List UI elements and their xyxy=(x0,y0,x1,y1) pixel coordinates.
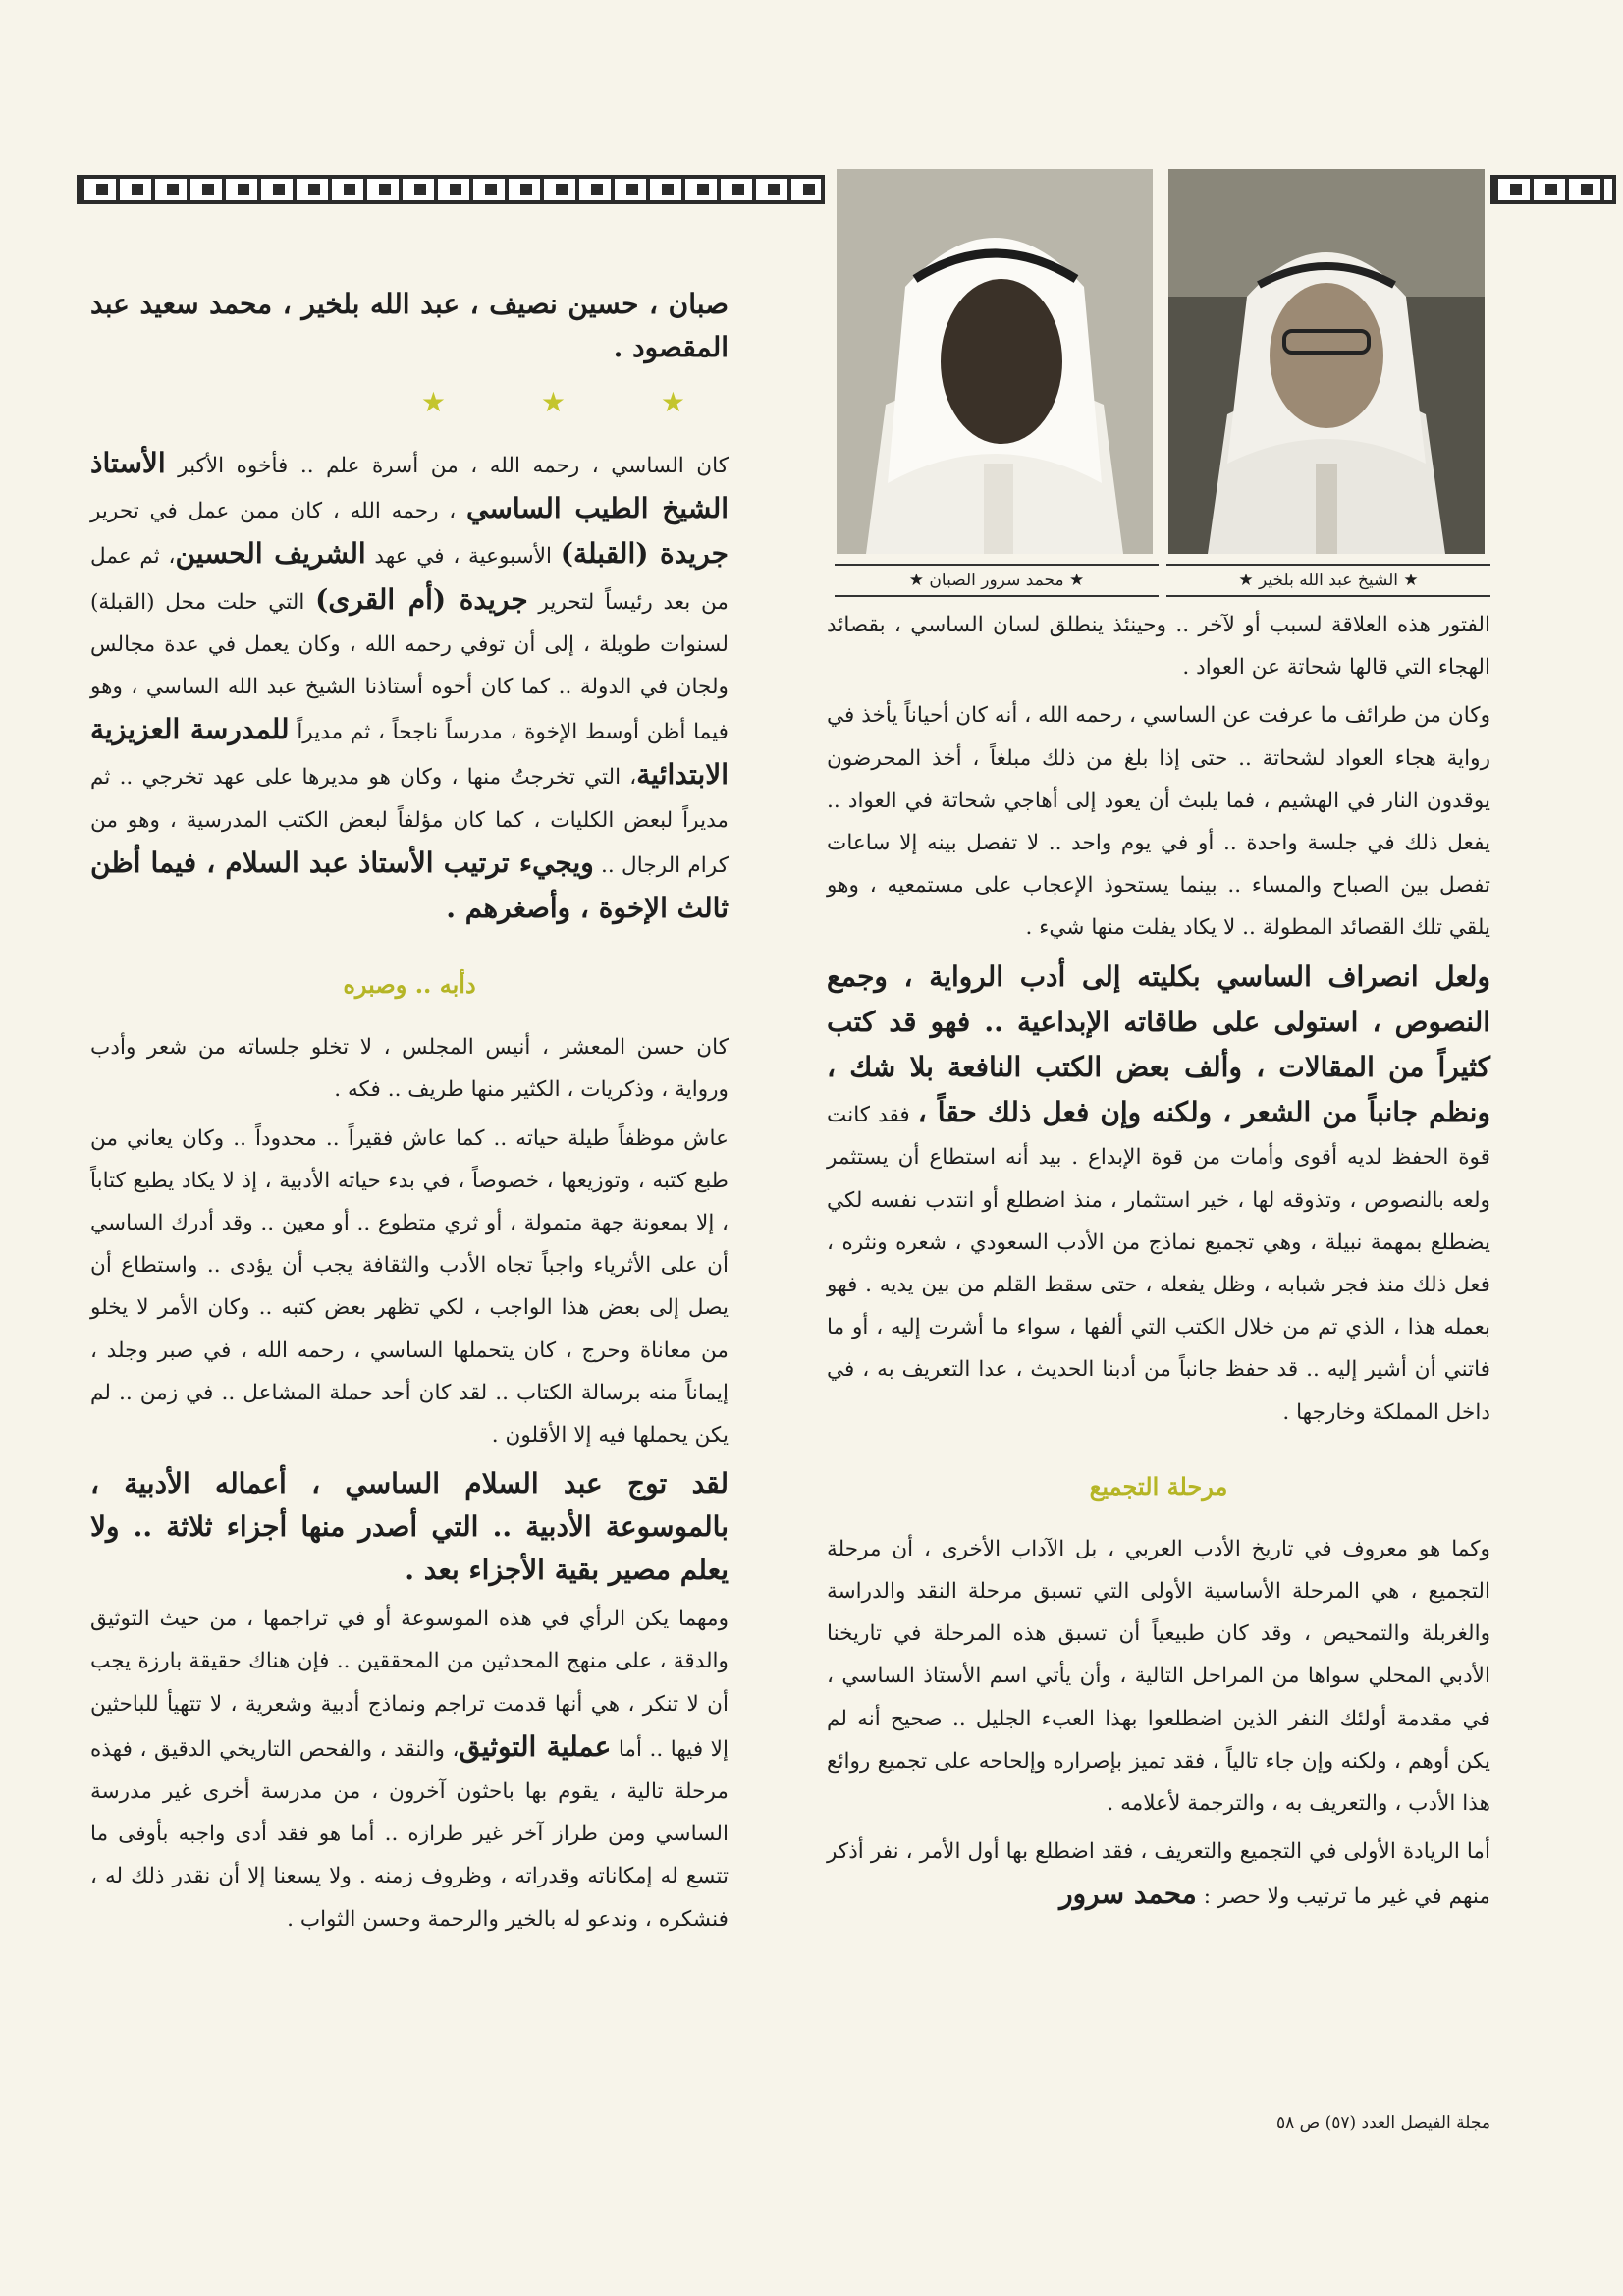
photo-caption-balkhair: ★ الشيخ عبد الله بلخير ★ xyxy=(1166,564,1490,597)
section-heading: مرحلة التجميع xyxy=(1089,1471,1228,1501)
bold-name: جريدة (القبلة) xyxy=(560,537,729,571)
paragraph-text: الأسبوعية ، في عهد xyxy=(374,544,553,570)
bold-name: للمدرسة العزيزية الابتدائية xyxy=(90,713,729,792)
paragraph: كان حسن المعشر ، أنيس المجلس ، لا تخلو جلساته من شعر وأدب ورواية ، وذكريات ، الكثير منها طريف .. فكه . xyxy=(90,1035,729,1103)
bold-passage: لقد توج عبد السلام الساسي ، أعماله الأدبية ، بالموسوعة الأدبية .. التي أصدر منها أجزاء ثلاثة .. ولا يعلم مصير بقية الأجزاء بعد . xyxy=(90,1467,729,1587)
paragraph xyxy=(90,442,729,932)
paragraph: وكما هو معروف في تاريخ الأدب العربي ، بل الآداب الأخرى ، أن مرحلة التجميع ، هي المرحلة الأساسية الأولى التي تسبق مرحلة النقد والدراسة والغربلة والتمحيص ، وقد كان طبيعياً أن تسبق هذه المرحلة في تاريخنا الأدبي المحلي سواها من المراحل التالية ، وأن يأتي اسم الأستاذ الساسي ، في مقدمة أولئك النفر الذين اضطلعوا بهذا العبء الجليل .. صحيح أنه لم يكن أوهم ، ولكنه وإن جاء تالياً ، فقد تميز بإصراره وإلحاحه على تجميع روائع هذا الأدب ، والتعريف به ، والترجمة لأعلامه . xyxy=(827,1536,1490,1817)
greek-key-border-right xyxy=(1490,175,1616,204)
section-heading: دأبه .. وصبره xyxy=(343,970,476,1000)
paragraph-text: ، والنقد ، والفحص التاريخي الدقيق ، فهذه مرحلة تالية ، يقوم بها باحثون آخرون ، من مدرسة أخرى غير مدرسة الساسي ومن طراز آخر غير طرازه .. أما هو فقد أدى واجبه بأوفى ما تتسع له إمكاناته وقدراته ، وظروف زمنه . ولا يسعنا إلا أن نقدر ذلك له ، فنشكره ، وندعو له بالخير والرحمة وحسن الثواب . xyxy=(90,1736,729,1932)
bold-name: جريدة (أم القرى) xyxy=(315,582,528,616)
greek-key-border-left xyxy=(77,175,825,204)
paragraph-text: ومهما يكن الرأي في هذه الموسوعة أو في تراجمها ، من حيث التوثيق والدقة ، على منهج المحدثين من المحققين .. فإن هناك حقيقة بارزة يجب أن لا تنكر ، هي أنها قدمت تراجم ونماذج أدبية وشعرية ، لا تتهيأ للباحثين إلا فيها .. أما xyxy=(90,1607,729,1762)
paragraph-text: ، ثم عمل من بعد رئيساً لتحرير xyxy=(90,544,729,615)
star-divider: ★ ★ ★ xyxy=(420,386,729,418)
paragraph: عاش موظفاً طيلة حياته .. كما عاش فقيراً .. محدوداً .. وكان يعاني من طبع كتبه ، وتوزيعها ، خصوصاً ، في بدء حياته الأدبية ، إذ لا يكاد يطبع كتاباً ، إلا بمعونة جهة متمولة ، أو ثري متطوع .. أو معين .. وقد أدرك الساسي أن على الأثرياء واجباً تجاه الأدب والثقافة يجب أن يؤدى .. واستطاع أن يصل إلى بعض هذا الواجب ، لكي تظهر بعض كتبه .. وكان الأمر لا يخلو من معاناة وحرج ، كان يتحملها الساسي ، رحمه الله ، في صبر وجلد ، إيماناً منه برسالة الكتاب .. لقد كان أحد حملة المشاعل .. في زمن .. لم يكن يحملها فيه إلا الأقلون . xyxy=(90,1125,729,1449)
bold-term: عملية التوثيق xyxy=(459,1729,612,1763)
bold-passage: ويجيء ترتيب الأستاذ عبد السلام ، فيما أظن ثالث الإخوة ، وأصغرهم . xyxy=(90,846,729,925)
paragraph-text: التي حلت محل (القبلة) لسنوات طويلة ، إلى أن توفي رحمه الله ، وكان يعمل في عدة مجالس ولجان في الدولة .. كما كان أخوه أستاذنا الشيخ عبد الله الساسي ، وهو فيما أظن أوسط الإخوة ، مدرساً ناجحاً ، ثم مديراً xyxy=(90,589,729,745)
paragraph xyxy=(90,1598,729,1941)
photo-abdullah-balkhair xyxy=(1168,169,1485,554)
paragraph xyxy=(827,1831,1490,1918)
portrait-illustration xyxy=(1168,169,1485,554)
bold-name: الشريف الحسين xyxy=(175,537,366,571)
bold-passage: ولعل انصراف الساسي بكليته إلى أدب الرواية ، وجمع النصوص ، استولى على طاقاته الإبداعية .. فهو قد كتب كثيراً من المقالات ، وألف بعض الكتب النافعة بلا شك ، ونظم جانباً من الشعر ، ولكنه وإن فعل ذلك حقاً ، xyxy=(827,959,1490,1129)
photo-mohammed-surur-sabban xyxy=(837,169,1153,554)
left-column xyxy=(90,283,729,1946)
page-footer: مجلة الفيصل العدد (٥٧) ص ٥٨ xyxy=(1275,2113,1490,2133)
paragraph-text: ، التي تخرجتُ منها ، وكان هو مديرها على عهد تخرجي .. ثم مديراً لبعض الكليات ، كما كان مؤلفاً لبعض الكتب المدرسية ، وهو من كرام الرجال .. xyxy=(90,765,729,878)
paragraph-text: أما الريادة الأولى في التجميع والتعريف ، فقد اضطلع بها أول الأمر ، نفر أذكر منهم في غير ما ترتيب ولا حصر : xyxy=(827,1839,1490,1910)
right-column xyxy=(827,604,1490,1925)
paragraph xyxy=(827,956,1490,1434)
paragraph-text: كان الساسي ، رحمه الله ، من أسرة علم .. فأخوه الأكبر xyxy=(178,454,729,478)
paragraph: الفتور هذه العلاقة لسبب أو لآخر .. وحينئذ ينطلق لسان الساسي ، بقصائد الهجاء التي قالها شحاتة عن العواد . xyxy=(827,613,1490,681)
paragraph-text: فقد كانت قوة الحفظ لديه أقوى وأمات من قوة الإبداع . بيد أنه استطاع أن يستثمر ولعه بالنصوص ، وتذوقه لها ، خير استثمار ، منذ اضطلع أو انتدب نفسه لكي يضطلع بمهمة نبيلة ، وهي تجميع نماذج من الأدب السعودي ، شعره ونثره ، فعل ذلك منذ فجر شبابه ، وظل يفعله ، حتى سقط القلم من بين يديه . فهو بعمله هذا ، الذي تم من خلال الكتب التي ألفها ، سواء ما أشرت إليه ، أو ما فاتني أن أشير إليه .. قد حفظ جانباً من أدبنا الحديث ، عدا التعريف به ، في داخل المملكة وخارجها . xyxy=(827,1103,1490,1425)
bold-name: محمد سرور xyxy=(1059,1878,1197,1911)
paragraph: وكان من طرائف ما عرفت عن الساسي ، رحمه الله ، أنه كان أحياناً يأخذ في رواية هجاء العواد لشحاتة .. حتى إذا بلغ من ذلك مبلغاً ، أخذ المحرضون يوقدون النار في الهشيم ، فما يلبث أن يعود إلى أهاجي شحاتة في العواد .. يفعل ذلك في جلسة واحدة .. أو في يوم واحد .. لا تفصل بينه إلا ساعات تفصل بين الصباح والمساء .. بينما يستحوذ الإعجاب على مستمعيه ، وهو يلقي تلك القصائد المطولة .. لا يكاد يفلت منها شيء . xyxy=(827,703,1491,941)
paragraph-text: ، رحمه الله ، كان ممن عمل في تحرير xyxy=(90,499,457,524)
photo-caption-sabban: ★ محمد سرور الصبان ★ xyxy=(835,564,1159,597)
portrait-illustration xyxy=(837,169,1153,554)
bold-name: الأستاذ الشيخ الطيب الساسي xyxy=(90,447,730,525)
bold-name-list: صبان ، حسين نصيف ، عبد الله بلخير ، محمد سعيد عبد المقصود . xyxy=(90,288,729,363)
